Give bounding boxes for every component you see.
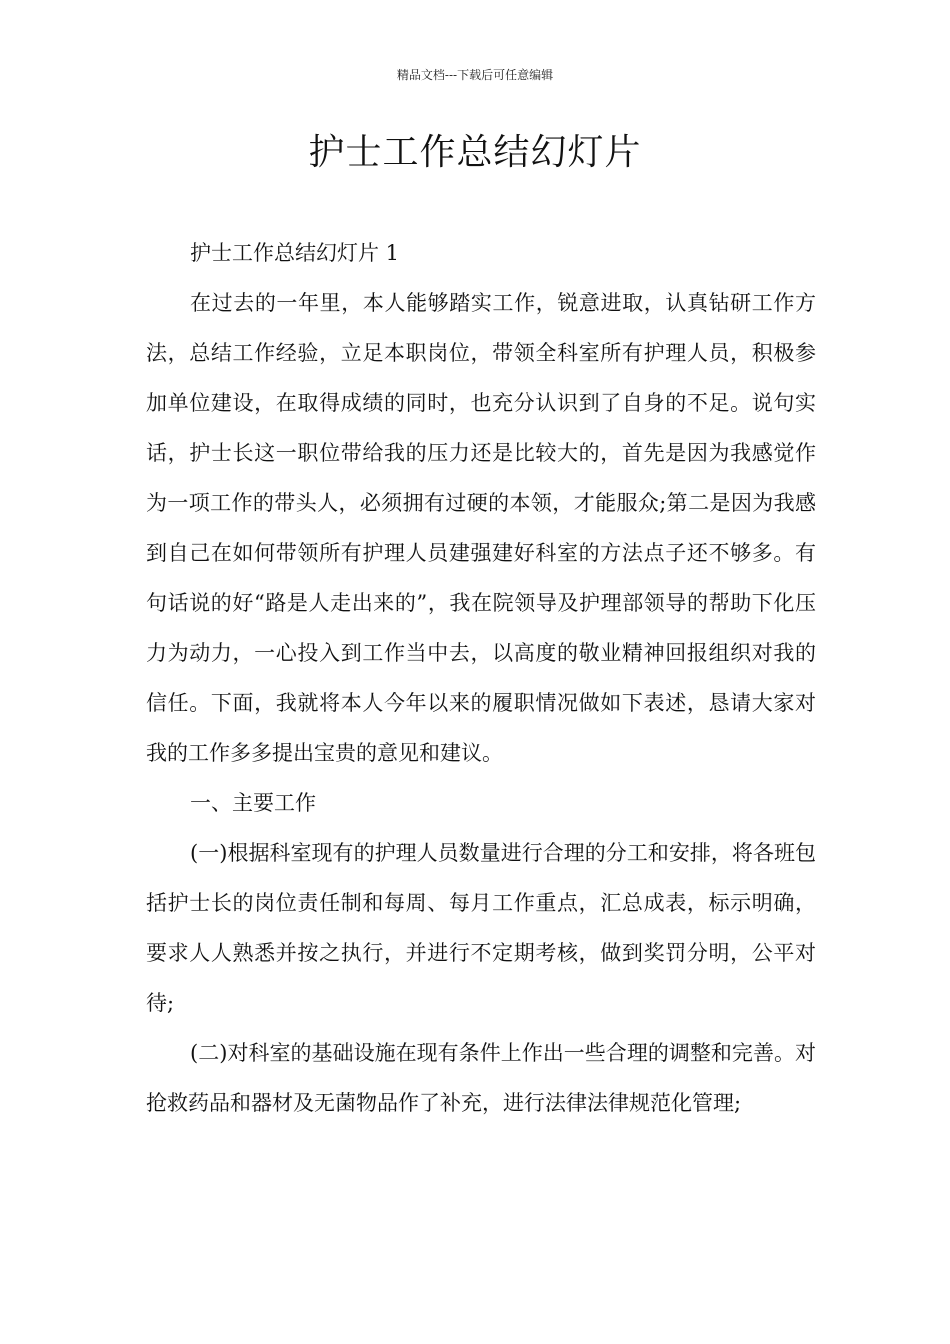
work-item-paragraph: (一)根据科室现有的护理人员数量进行合理的分工和安排，将各班包括护士长的岗位责任制和每周、每月工作重点，汇总成表，标示明确，要求人人熟悉并按之执行，并进行不定期考核，做到奖罚分明，公平对待; [146, 841, 816, 1015]
document-body [146, 228, 816, 1128]
section-heading: 护士工作总结幻灯片 1 [190, 241, 400, 265]
document-title: 护士工作总结幻灯片 [308, 132, 642, 173]
work-item-paragraph: (二)对科室的基础设施在现有条件上作出一些合理的调整和完善。对抢救药品和器材及无菌物品作了补充，进行法律法律规范化管理; [146, 1041, 816, 1115]
main-work-heading: 一、主要工作 [190, 791, 316, 815]
intro-paragraph: 在过去的一年里，本人能够踏实工作，锐意进取，认真钻研工作方法，总结工作经验，立足本职岗位，带领全科室所有护理人员，积极参加单位建设，在取得成绩的同时，也充分认识到了自身的不足。说句实话，护士长这一职位带给我的压力还是比较大的，首先是因为我感觉作为一项工作的带头人，必须拥有过硬的本领，才能服众;第二是因为我感到自己在如何带领所有护理人员建强建好科室的方法点子还不够多。有句话说的好“路是人走出来的”，我在院领导及护理部领导的帮助下化压力为动力，一心投入到工作当中去，以高度的敬业精神回报组织对我的信任。下面，我就将本人今年以来的履职情况做如下表述，恳请大家对我的工作多多提出宝贵的意见和建议。 [146, 291, 816, 765]
header-note: 精品文档---下载后可任意编辑 [396, 68, 554, 82]
